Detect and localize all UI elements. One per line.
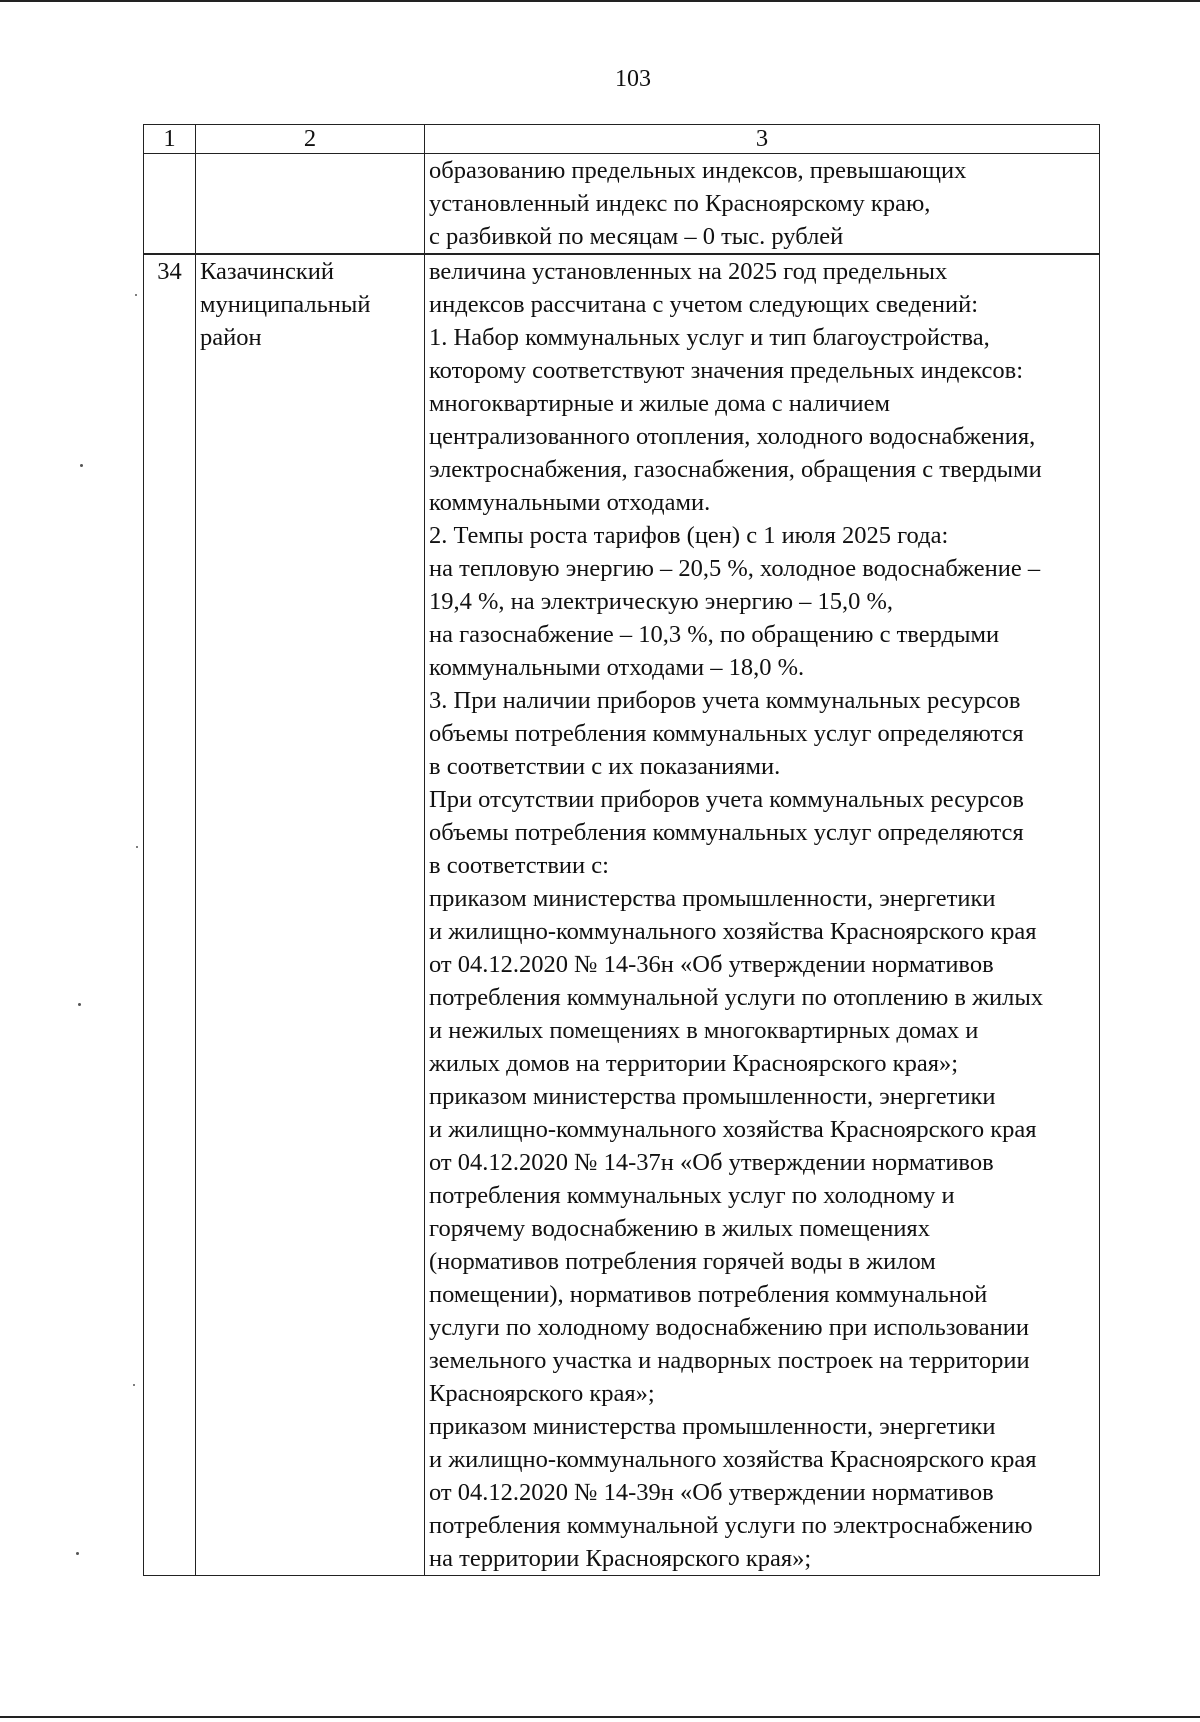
text-line: и жилищно-коммунального хозяйства Красноярского края xyxy=(429,1116,1037,1143)
entry-name-cell xyxy=(196,254,425,1576)
page-bottom-border xyxy=(0,1716,1200,1718)
text-line: с разбивкой по месяцам – 0 тыс. рублей xyxy=(429,223,844,250)
text-line: жилых домов на территории Красноярского края»; xyxy=(429,1050,959,1077)
page-number: 103 xyxy=(615,66,651,92)
entry-name-line: муниципальный xyxy=(200,291,371,318)
text-line: земельного участка и надворных построек на территории xyxy=(429,1347,1030,1374)
text-line: горячему водоснабжению в жилых помещениях xyxy=(429,1215,930,1242)
text-line: помещении), нормативов потребления коммунальной xyxy=(429,1281,988,1308)
text-line: образованию предельных индексов, превышающих xyxy=(429,157,967,184)
table-header-row xyxy=(144,125,1100,154)
header-cell-2: 2 xyxy=(196,125,425,154)
text-line: в соответствии с их показаниями. xyxy=(429,753,781,780)
text-line: потребления коммунальных услуг по холодному и xyxy=(429,1182,955,1209)
text-line: 3. При наличии приборов учета коммунальных ресурсов xyxy=(429,687,1021,714)
text-line: и жилищно-коммунального хозяйства Красноярского края xyxy=(429,918,1037,945)
entry-number: 34 xyxy=(144,254,196,1576)
text-line: При отсутствии приборов учета коммунальных ресурсов xyxy=(429,786,1024,813)
entry-text-cell xyxy=(425,254,1100,1576)
continued-name-cell xyxy=(196,154,425,255)
text-line: многоквартирные и жилые дома с наличием xyxy=(429,390,891,417)
text-line: (нормативов потребления горячей воды в жилом xyxy=(429,1248,936,1275)
text-line: от 04.12.2020 № 14-39н «Об утверждении нормативов xyxy=(429,1479,994,1506)
text-line: электроснабжения, газоснабжения, обращения с твердыми xyxy=(429,456,1042,483)
header-cell-1: 1 xyxy=(144,125,196,154)
scan-speck xyxy=(135,294,137,296)
continued-row xyxy=(144,154,1100,255)
text-line: объемы потребления коммунальных услуг определяются xyxy=(429,819,1024,846)
entry-name-line: район xyxy=(200,324,262,351)
scan-speck xyxy=(136,846,138,848)
scan-speck xyxy=(80,464,83,467)
continued-text-cell xyxy=(425,154,1100,255)
text-line: которому соответствуют значения предельных индексов: xyxy=(429,357,1024,384)
text-line: на газоснабжение – 10,3 %, по обращению с твердыми xyxy=(429,621,1000,648)
text-line: Красноярского края»; xyxy=(429,1380,655,1407)
text-line: приказом министерства промышленности, энергетики xyxy=(429,1083,996,1110)
text-line: объемы потребления коммунальных услуг определяются xyxy=(429,720,1024,747)
text-line: приказом министерства промышленности, энергетики xyxy=(429,1413,996,1440)
indices-table xyxy=(143,124,1100,1576)
text-line: величина установленных на 2025 год предельных xyxy=(429,258,948,285)
text-line: коммунальными отходами – 18,0 %. xyxy=(429,654,805,681)
text-line: на тепловую энергию – 20,5 %, холодное водоснабжение – xyxy=(429,555,1041,582)
text-line: и нежилых помещениях в многоквартирных домах и xyxy=(429,1017,979,1044)
text-line: 19,4 %, на электрическую энергию – 15,0 %, xyxy=(429,588,894,615)
text-line: 1. Набор коммунальных услуг и тип благоустройства, xyxy=(429,324,990,351)
page-top-border xyxy=(0,0,1200,2)
text-line: централизованного отопления, холодного водоснабжения, xyxy=(429,423,1036,450)
text-line: на территории Красноярского края»; xyxy=(429,1545,812,1572)
entry-row-34 xyxy=(144,254,1100,1576)
text-line: установленный индекс по Красноярскому краю, xyxy=(429,190,931,217)
scan-speck xyxy=(76,1552,79,1555)
scan-speck xyxy=(78,1003,81,1006)
scan-speck xyxy=(133,1384,135,1386)
text-line: индексов рассчитана с учетом следующих сведений: xyxy=(429,291,979,318)
text-line: и жилищно-коммунального хозяйства Красноярского края xyxy=(429,1446,1037,1473)
text-line: коммунальными отходами. xyxy=(429,489,711,516)
text-line: потребления коммунальной услуги по электроснабжению xyxy=(429,1512,1033,1539)
text-line: 2. Темпы роста тарифов (цен) с 1 июля 2025 года: xyxy=(429,522,949,549)
text-line: в соответствии с: xyxy=(429,852,609,879)
text-line: от 04.12.2020 № 14-37н «Об утверждении нормативов xyxy=(429,1149,994,1176)
entry-name-line: Казачинский xyxy=(200,258,335,285)
text-line: приказом министерства промышленности, энергетики xyxy=(429,885,996,912)
header-cell-3: 3 xyxy=(425,125,1100,154)
continued-num-cell xyxy=(144,154,196,255)
text-line: от 04.12.2020 № 14-36н «Об утверждении нормативов xyxy=(429,951,994,978)
text-line: услуги по холодному водоснабжению при использовании xyxy=(429,1314,1029,1341)
text-line: потребления коммунальной услуги по отоплению в жилых xyxy=(429,984,1044,1011)
